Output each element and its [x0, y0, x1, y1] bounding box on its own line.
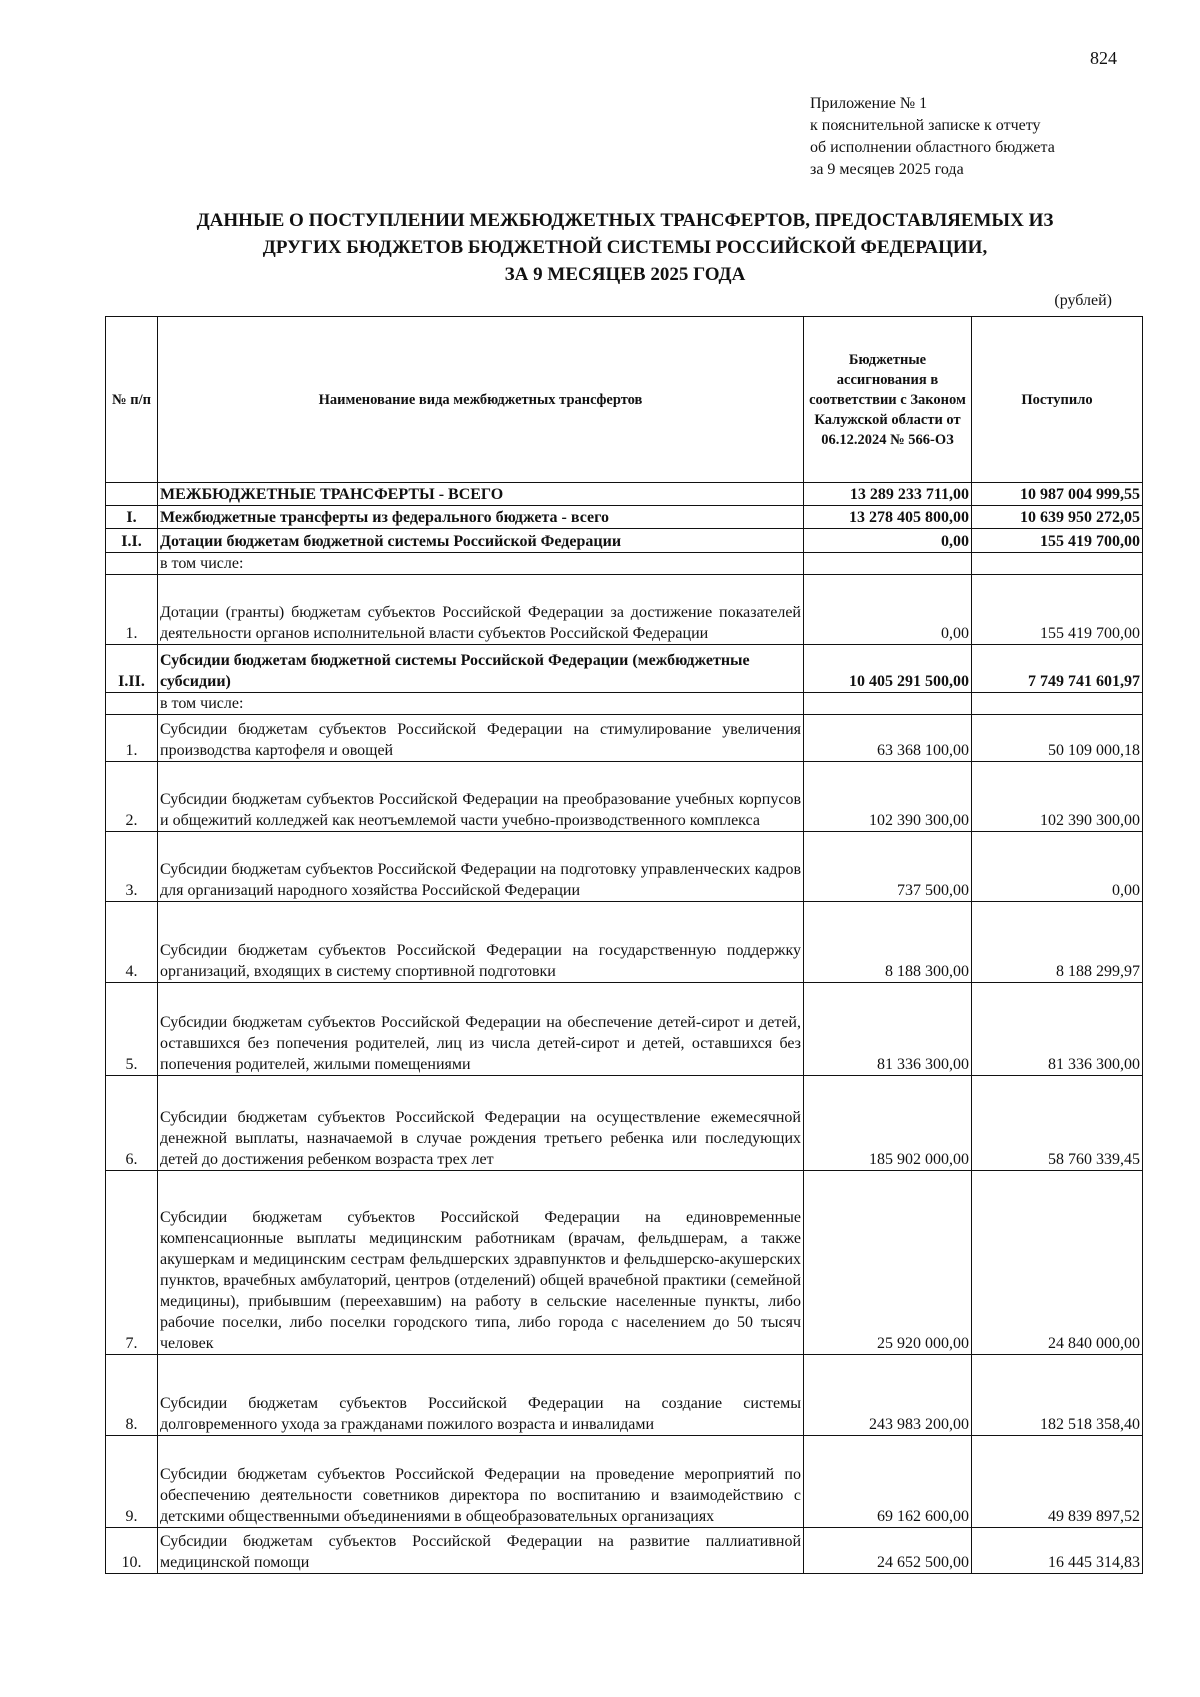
- table-row: [106, 529, 1143, 553]
- page-number: 824: [1090, 48, 1117, 68]
- row-received: 8 188 299,97: [972, 902, 1143, 983]
- row-name: Субсидии бюджетам субъектов Российской Федерации на преобразование учебных корпусов и общежитий колледжей как неотъемлемой части учебно-производственного комплекса: [158, 762, 804, 832]
- table-header-row: [106, 317, 1143, 483]
- appendix-line: за 9 месяцев 2025 года: [810, 161, 964, 178]
- appendix-line: к пояснительной записке к отчету: [810, 117, 1041, 134]
- document-title: [90, 207, 1160, 288]
- table-row: [106, 762, 1143, 832]
- row-num: [106, 553, 158, 575]
- table-row: [106, 483, 1143, 506]
- table-row: [106, 575, 1143, 645]
- table-row: [106, 645, 1143, 693]
- row-name: Субсидии бюджетам субъектов Российской Федерации на стимулирование увеличения производства картофеля и овощей: [158, 715, 804, 762]
- row-received: 10 987 004 999,55: [972, 483, 1143, 506]
- row-assigned: 0,00: [804, 575, 972, 645]
- row-received: 102 390 300,00: [972, 762, 1143, 832]
- table-row: [106, 693, 1143, 715]
- table-row: [106, 832, 1143, 902]
- row-num: 8.: [106, 1355, 158, 1436]
- row-name: Дотации бюджетам бюджетной системы Российской Федерации: [158, 529, 804, 553]
- row-num: 3.: [106, 832, 158, 902]
- row-received: 155 419 700,00: [972, 575, 1143, 645]
- row-num: I.: [106, 506, 158, 529]
- row-num: 4.: [106, 902, 158, 983]
- title-line: ЗА 9 МЕСЯЦЕВ 2025 ГОДА: [504, 264, 746, 285]
- row-assigned: 13 289 233 711,00: [804, 483, 972, 506]
- row-name: в том числе:: [158, 553, 804, 575]
- row-assigned: [804, 693, 972, 715]
- row-num: 10.: [106, 1528, 158, 1574]
- row-num: I.II.: [106, 645, 158, 693]
- row-assigned: 81 336 300,00: [804, 983, 972, 1076]
- row-name: Субсидии бюджетам субъектов Российской Федерации на обеспечение детей-сирот и детей, оставшихся без попечения родителей, лиц из числа детей-сирот и детей, оставшихся без попечения родителей, жилыми помещениями: [158, 983, 804, 1076]
- row-num: 9.: [106, 1436, 158, 1528]
- row-received: 58 760 339,45: [972, 1076, 1143, 1171]
- appendix-line: Приложение № 1: [810, 95, 928, 112]
- row-received: [972, 553, 1143, 575]
- row-assigned: 737 500,00: [804, 832, 972, 902]
- row-received: 81 336 300,00: [972, 983, 1143, 1076]
- row-assigned: 243 983 200,00: [804, 1355, 972, 1436]
- row-assigned: 13 278 405 800,00: [804, 506, 972, 529]
- row-name: в том числе:: [158, 693, 804, 715]
- table-row: [106, 1171, 1143, 1355]
- row-received: [972, 693, 1143, 715]
- row-received: 16 445 314,83: [972, 1528, 1143, 1574]
- appendix-note: [810, 93, 1055, 181]
- row-num: 5.: [106, 983, 158, 1076]
- row-name: Субсидии бюджетам субъектов Российской Федерации на подготовку управленческих кадров для организаций народного хозяйства Российской Федерации: [158, 832, 804, 902]
- row-received: 49 839 897,52: [972, 1436, 1143, 1528]
- header-assigned: Бюджетные ассигнования в соответствии с Законом Калужской области от 06.12.2024 № 566-ОЗ: [804, 317, 972, 483]
- row-received: 155 419 700,00: [972, 529, 1143, 553]
- table-row: [106, 1355, 1143, 1436]
- row-num: 1.: [106, 575, 158, 645]
- row-name: Субсидии бюджетам субъектов Российской Федерации на осуществление ежемесячной денежной выплаты, назначаемой в случае рождения третьего ребенка или последующих детей до достижения ребенком возраста трех лет: [158, 1076, 804, 1171]
- header-received: Поступило: [972, 317, 1143, 483]
- row-received: 182 518 358,40: [972, 1355, 1143, 1436]
- row-received: 24 840 000,00: [972, 1171, 1143, 1355]
- header-num: № п/п: [106, 317, 158, 483]
- row-name: Субсидии бюджетам субъектов Российской Федерации на проведение мероприятий по обеспечению деятельности советников директора по воспитанию и взаимодействию с детскими общественными объединениями в общеобразовательных организациях: [158, 1436, 804, 1528]
- row-received: 7 749 741 601,97: [972, 645, 1143, 693]
- row-assigned: [804, 553, 972, 575]
- table-row: [106, 1528, 1143, 1574]
- header-name: Наименование вида межбюджетных трансфертов: [158, 317, 804, 483]
- row-assigned: 10 405 291 500,00: [804, 645, 972, 693]
- row-name: Дотации (гранты) бюджетам субъектов Российской Федерации за достижение показателей деятельности органов исполнительной власти субъектов Российской Федерации: [158, 575, 804, 645]
- row-assigned: 69 162 600,00: [804, 1436, 972, 1528]
- row-assigned: 185 902 000,00: [804, 1076, 972, 1171]
- row-name: Субсидии бюджетам бюджетной системы Российской Федерации (межбюджетные субсидии): [158, 645, 804, 693]
- table-row: [106, 1076, 1143, 1171]
- table-row: [106, 983, 1143, 1076]
- row-assigned: 8 188 300,00: [804, 902, 972, 983]
- table-row: [106, 553, 1143, 575]
- units-label: (рублей): [1054, 292, 1112, 309]
- row-received: 0,00: [972, 832, 1143, 902]
- row-assigned: 25 920 000,00: [804, 1171, 972, 1355]
- row-name: Субсидии бюджетам субъектов Российской Федерации на единовременные компенсационные выплаты медицинским работникам (врачам, фельдшерам, а также акушеркам и медицинским сестрам фельдшерских здравпунктов и фельдшерско-акушерских пунктов, врачебных амбулаторий, центров (отделений) общей врачебной практики (семейной медицины), прибывшим (переехавшим) на работу в сельские населенные пункты, либо рабочие поселки, либо поселки городского типа, либо города с населением до 50 тысяч человек: [158, 1171, 804, 1355]
- row-num: I.I.: [106, 529, 158, 553]
- title-line: ДАННЫЕ О ПОСТУПЛЕНИИ МЕЖБЮДЖЕТНЫХ ТРАНСФЕРТОВ, ПРЕДОСТАВЛЯЕМЫХ ИЗ: [196, 210, 1054, 231]
- title-line: ДРУГИХ БЮДЖЕТОВ БЮДЖЕТНОЙ СИСТЕМЫ РОССИЙСКОЙ ФЕДЕРАЦИИ,: [262, 237, 988, 258]
- row-num: 2.: [106, 762, 158, 832]
- row-name: МЕЖБЮДЖЕТНЫЕ ТРАНСФЕРТЫ - ВСЕГО: [158, 483, 804, 506]
- appendix-line: об исполнении областного бюджета: [810, 139, 1055, 156]
- row-received: 50 109 000,18: [972, 715, 1143, 762]
- row-num: 1.: [106, 715, 158, 762]
- row-name: Субсидии бюджетам субъектов Российской Федерации на государственную поддержку организаций, входящих в систему спортивной подготовки: [158, 902, 804, 983]
- table-row: [106, 902, 1143, 983]
- row-assigned: 0,00: [804, 529, 972, 553]
- table-row: [106, 715, 1143, 762]
- row-num: [106, 483, 158, 506]
- row-num: [106, 693, 158, 715]
- transfers-table: [105, 316, 1143, 1574]
- row-name: Субсидии бюджетам субъектов Российской Федерации на создание системы долговременного ухода за гражданами пожилого возраста и инвалидами: [158, 1355, 804, 1436]
- row-name: Межбюджетные трансферты из федерального бюджета - всего: [158, 506, 804, 529]
- table-row: [106, 1436, 1143, 1528]
- row-received: 10 639 950 272,05: [972, 506, 1143, 529]
- row-assigned: 63 368 100,00: [804, 715, 972, 762]
- table-row: [106, 506, 1143, 529]
- row-assigned: 102 390 300,00: [804, 762, 972, 832]
- row-num: 6.: [106, 1076, 158, 1171]
- row-num: 7.: [106, 1171, 158, 1355]
- row-name: Субсидии бюджетам субъектов Российской Федерации на развитие паллиативной медицинской помощи: [158, 1528, 804, 1574]
- row-assigned: 24 652 500,00: [804, 1528, 972, 1574]
